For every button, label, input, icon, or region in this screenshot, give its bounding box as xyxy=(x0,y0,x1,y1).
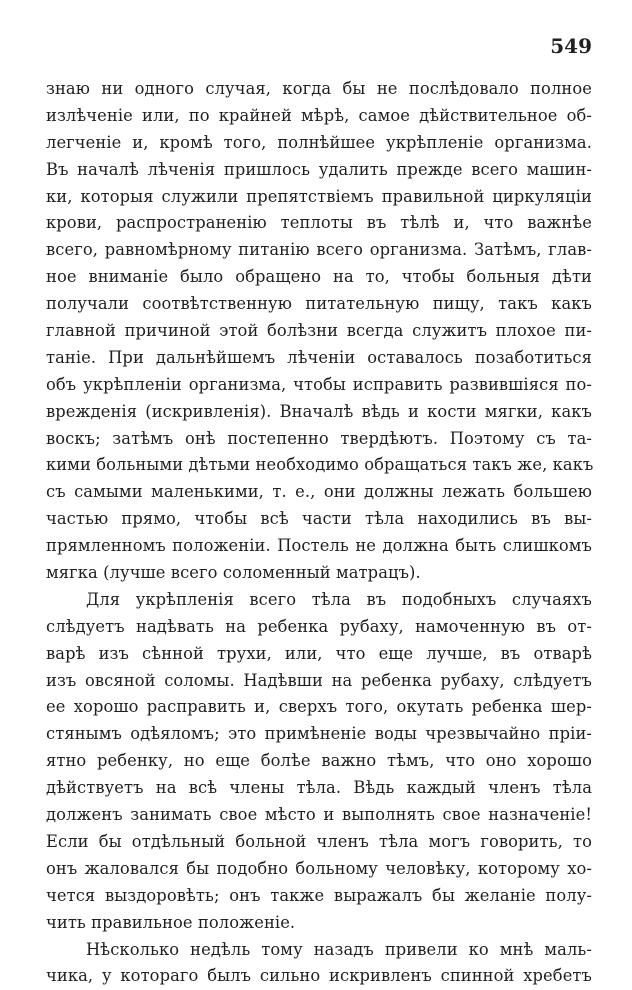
text-line: мягка (лучше всего соломенный матрацъ). xyxy=(46,563,421,583)
text-line: главной причиной этой болѣзни всегда служитъ плохое пи- xyxy=(46,321,592,341)
text-line: объ укрѣпленіи организма, чтобы исправить развившіяся по- xyxy=(46,374,592,394)
text-line: долженъ занимать свое мѣсто и выполнять свое назначеніе! xyxy=(46,805,592,825)
text-line: всего, равномѣрному питанію всего организма. Затѣмъ, глав- xyxy=(46,240,592,260)
text-line: ятно ребенку, но еще болѣе важно тѣмъ, что оно хорошо xyxy=(46,751,592,771)
page-number: 549 xyxy=(550,34,592,58)
text-line: прямленномъ положеніи. Постель не должна быть слишкомъ xyxy=(46,536,592,556)
text-line: ное вниманіе было обращено на то, чтобы больныя дѣти xyxy=(46,267,592,287)
text-line: ки, которыя служили препятствіемъ правильной циркуляціи xyxy=(46,186,592,206)
text-line: получали соотвѣтственную питательную пищу, такъ какъ xyxy=(46,294,592,314)
text-line: Если бы отдѣльный больной членъ тѣла могъ говорить, то xyxy=(46,831,592,851)
text-line: легченіе и, кромѣ того, полнѣйшее укрѣпленіе организма. xyxy=(46,132,592,152)
text-line: онъ жаловался бы подобно больному человѣку, которому хо- xyxy=(46,858,592,878)
text-line: варѣ изъ сѣнной трухи, или, что еще лучше, въ отварѣ xyxy=(46,643,592,663)
text-line: Нѣсколько недѣль тому назадъ привели ко мнѣ маль- xyxy=(86,939,592,959)
text-line: изъ овсяной соломы. Надѣвши на ребенка рубаху, слѣдуетъ xyxy=(46,670,592,690)
text-line: чется выздоровѣть; онъ также выражалъ бы желаніе полу- xyxy=(46,885,592,905)
text-line: излѣченіе или, по крайней мѣрѣ, самое дѣйствительное об- xyxy=(46,105,592,125)
text-line: таніе. При дальнѣйшемъ лѣченіи оставалось позаботиться xyxy=(46,347,592,367)
text-line: чика, у котораго былъ сильно искривленъ спинной хребетъ xyxy=(46,966,592,986)
body-text xyxy=(46,76,592,990)
text-line: ее хорошо расправить и, сверхъ того, окутать ребенка шер- xyxy=(46,697,592,717)
text-line: знаю ни одного случая, когда бы не послѣдовало полное xyxy=(46,79,592,98)
text-line: кими больными дѣтьми необходимо обращаться такъ же, какъ xyxy=(46,455,594,475)
text-line: дѣйствуетъ на всѣ члены тѣла. Вѣдь каждый членъ тѣла xyxy=(46,778,592,798)
text-line: крови, распространенію теплоты въ тѣлѣ и, что важнѣе xyxy=(46,213,592,233)
text-line: Для укрѣпленія всего тѣла въ подобныхъ случаяхъ xyxy=(86,589,592,609)
text-line: съ самыми маленькими, т. е., они должны лежать большею xyxy=(46,482,592,502)
text-line: Въ началѣ лѣченія пришлось удалить прежде всего машин- xyxy=(46,159,592,179)
text-line: слѣдуетъ надѣвать на ребенка рубаху, намоченную въ от- xyxy=(46,616,592,636)
text-line: чить правильное положеніе. xyxy=(46,912,296,932)
text-line: врежденія (искривленія). Вначалѣ вѣдь и кости мягки, какъ xyxy=(46,401,592,421)
text-line: стянымъ одѣяломъ; это примѣненіе воды чрезвычайно пріи- xyxy=(46,724,592,744)
text-line: частью прямо, чтобы всѣ части тѣла находились въ вы- xyxy=(46,509,592,529)
text-line: воскъ; затѣмъ онѣ постепенно твердѣютъ. Поэтому съ та- xyxy=(46,428,592,448)
